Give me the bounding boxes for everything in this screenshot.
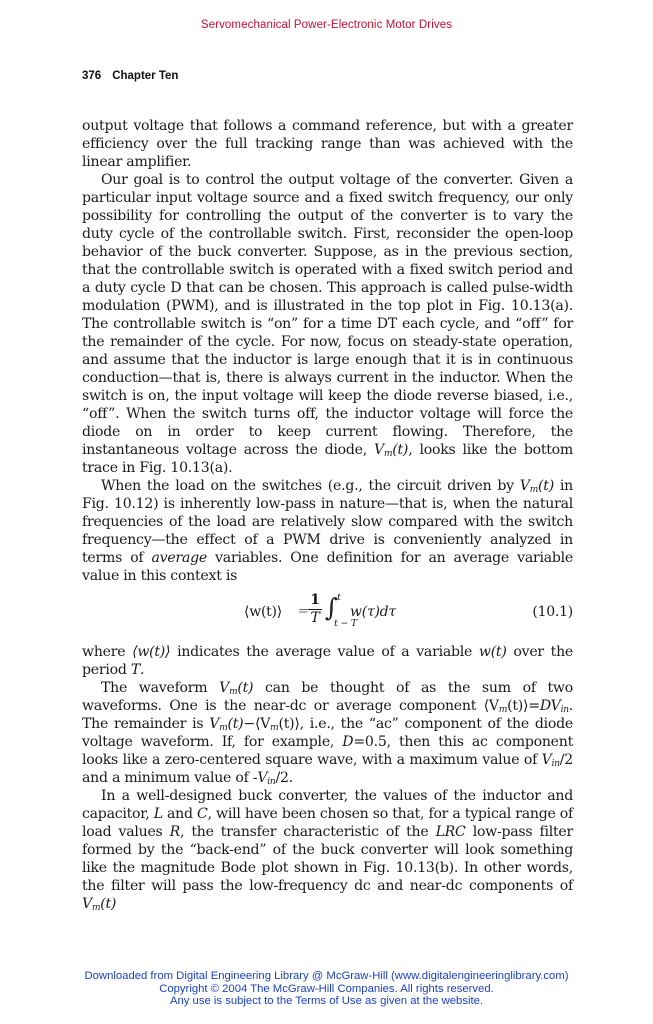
footer-copyright[interactable]: Copyright © 2004 The McGraw-Hill Companies. All rights reserved.	[159, 982, 494, 995]
integrand: w(τ)dτ	[350, 604, 396, 620]
footer-notice	[0, 970, 653, 1008]
paragraph-2: Our goal is to control the output voltage of the converter. Given a particular input voltage source and a fixed switch frequency, our only possibility for controlling the output of the converter is to vary the duty cycle of the controllable switch. First, reconsider the open-loop behavior of the buck converter. Suppose, as in the previous section, that the controllable switch is operated with a fixed switch period and a duty cycle D that can be chosen. This approach is called pulse-width modulation (PWM), and is illustrated in the top plot in Fig. 10.13(a). The controllable switch is “on” for a time DT each cycle, and “off” for the remainder of the cycle. For now, focus on steady-state operation, and assume that the inductor is large enough that it is in continuous conduction—that is, there is always current in the inductor. When the switch is on, the input voltage will keep the diode reverse biased, i.e., “off”. When the switch turns off, the inductor voltage will force the diode on in order to keep current flowing. Therefore, the instantaneous voltage across the diode, $V_m(t)$, looks like the bottom trace in Fig. 10.13(a).	[82, 172, 574, 476]
paragraph-1: output voltage that follows a command reference, but with a greater efficiency over the full tracking range than was achieved with the linear amplifier.	[82, 118, 573, 170]
equation-lhs: ⟨w(t)⟩	[244, 604, 282, 620]
equation-10-1	[82, 591, 573, 635]
chapter-label: Chapter Ten	[112, 70, 179, 82]
paragraph-6: In a well-designed buck converter, the values of the inductor and capacitor, L and C, will have been chosen so that, for a typical range of load values R, the transfer characteristic of the LRC low-pass filter formed by the “back-end” of the buck converter will look something like the magnitude Bode plot shown in Fig. 10.13(b). In other words, the filter will pass the low-frequency dc and near-dc components of $V_m(t)$	[82, 788, 574, 913]
paragraph-5: The waveform $V_m(t)$ can be thought of as the sum of two waveforms. One is the near-dc or average component $⟨V_m(t)⟩=DV_{in}$. The remainder is $V_m(t)-⟨V_m(t)⟩$, i.e., the “ac” component of the diode voltage waveform. If, for example, D=0.5, then this ac component looks like a zero-centered square wave, with a maximum value of $V_{in}/2$ and a minimum value of $-V_{in}/2$.	[82, 680, 573, 787]
equation-fraction: $\frac{1}{T}$	[308, 592, 322, 627]
book-title-header[interactable]: Servomechanical Power-Electronic Motor Drives	[200, 19, 453, 31]
paragraph-4: where ⟨w(t)⟩ indicates the average value of a variable w(t) over the period T.	[82, 644, 573, 678]
equation-number: (10.1)	[532, 604, 573, 620]
running-head	[82, 70, 178, 82]
footer-terms[interactable]: Any use is subject to the Terms of Use as given at the website.	[169, 995, 484, 1007]
equation-equals: =	[298, 604, 309, 619]
page-number: 376	[82, 70, 102, 82]
footer-download-link[interactable]: Downloaded from Digital Engineering Library @ McGraw-Hill (www.digitalengineeringlibrary.com)	[84, 970, 569, 982]
integral-upper-limit: t	[337, 592, 341, 603]
integral-lower-limit: t − T	[334, 618, 357, 629]
integral-sign: ∫	[325, 593, 338, 622]
page-body	[82, 117, 573, 913]
paragraph-3: When the load on the switches (e.g., the circuit driven by $V_m(t)$ in Fig. 10.12) is inherently low-pass in nature—that is, when the natural frequencies of the load are relatively slow compared with the switch frequency—the effect of a PWM drive is conveniently analyzed in terms of average variables. One definition for an average variable value in this context is	[82, 478, 573, 584]
